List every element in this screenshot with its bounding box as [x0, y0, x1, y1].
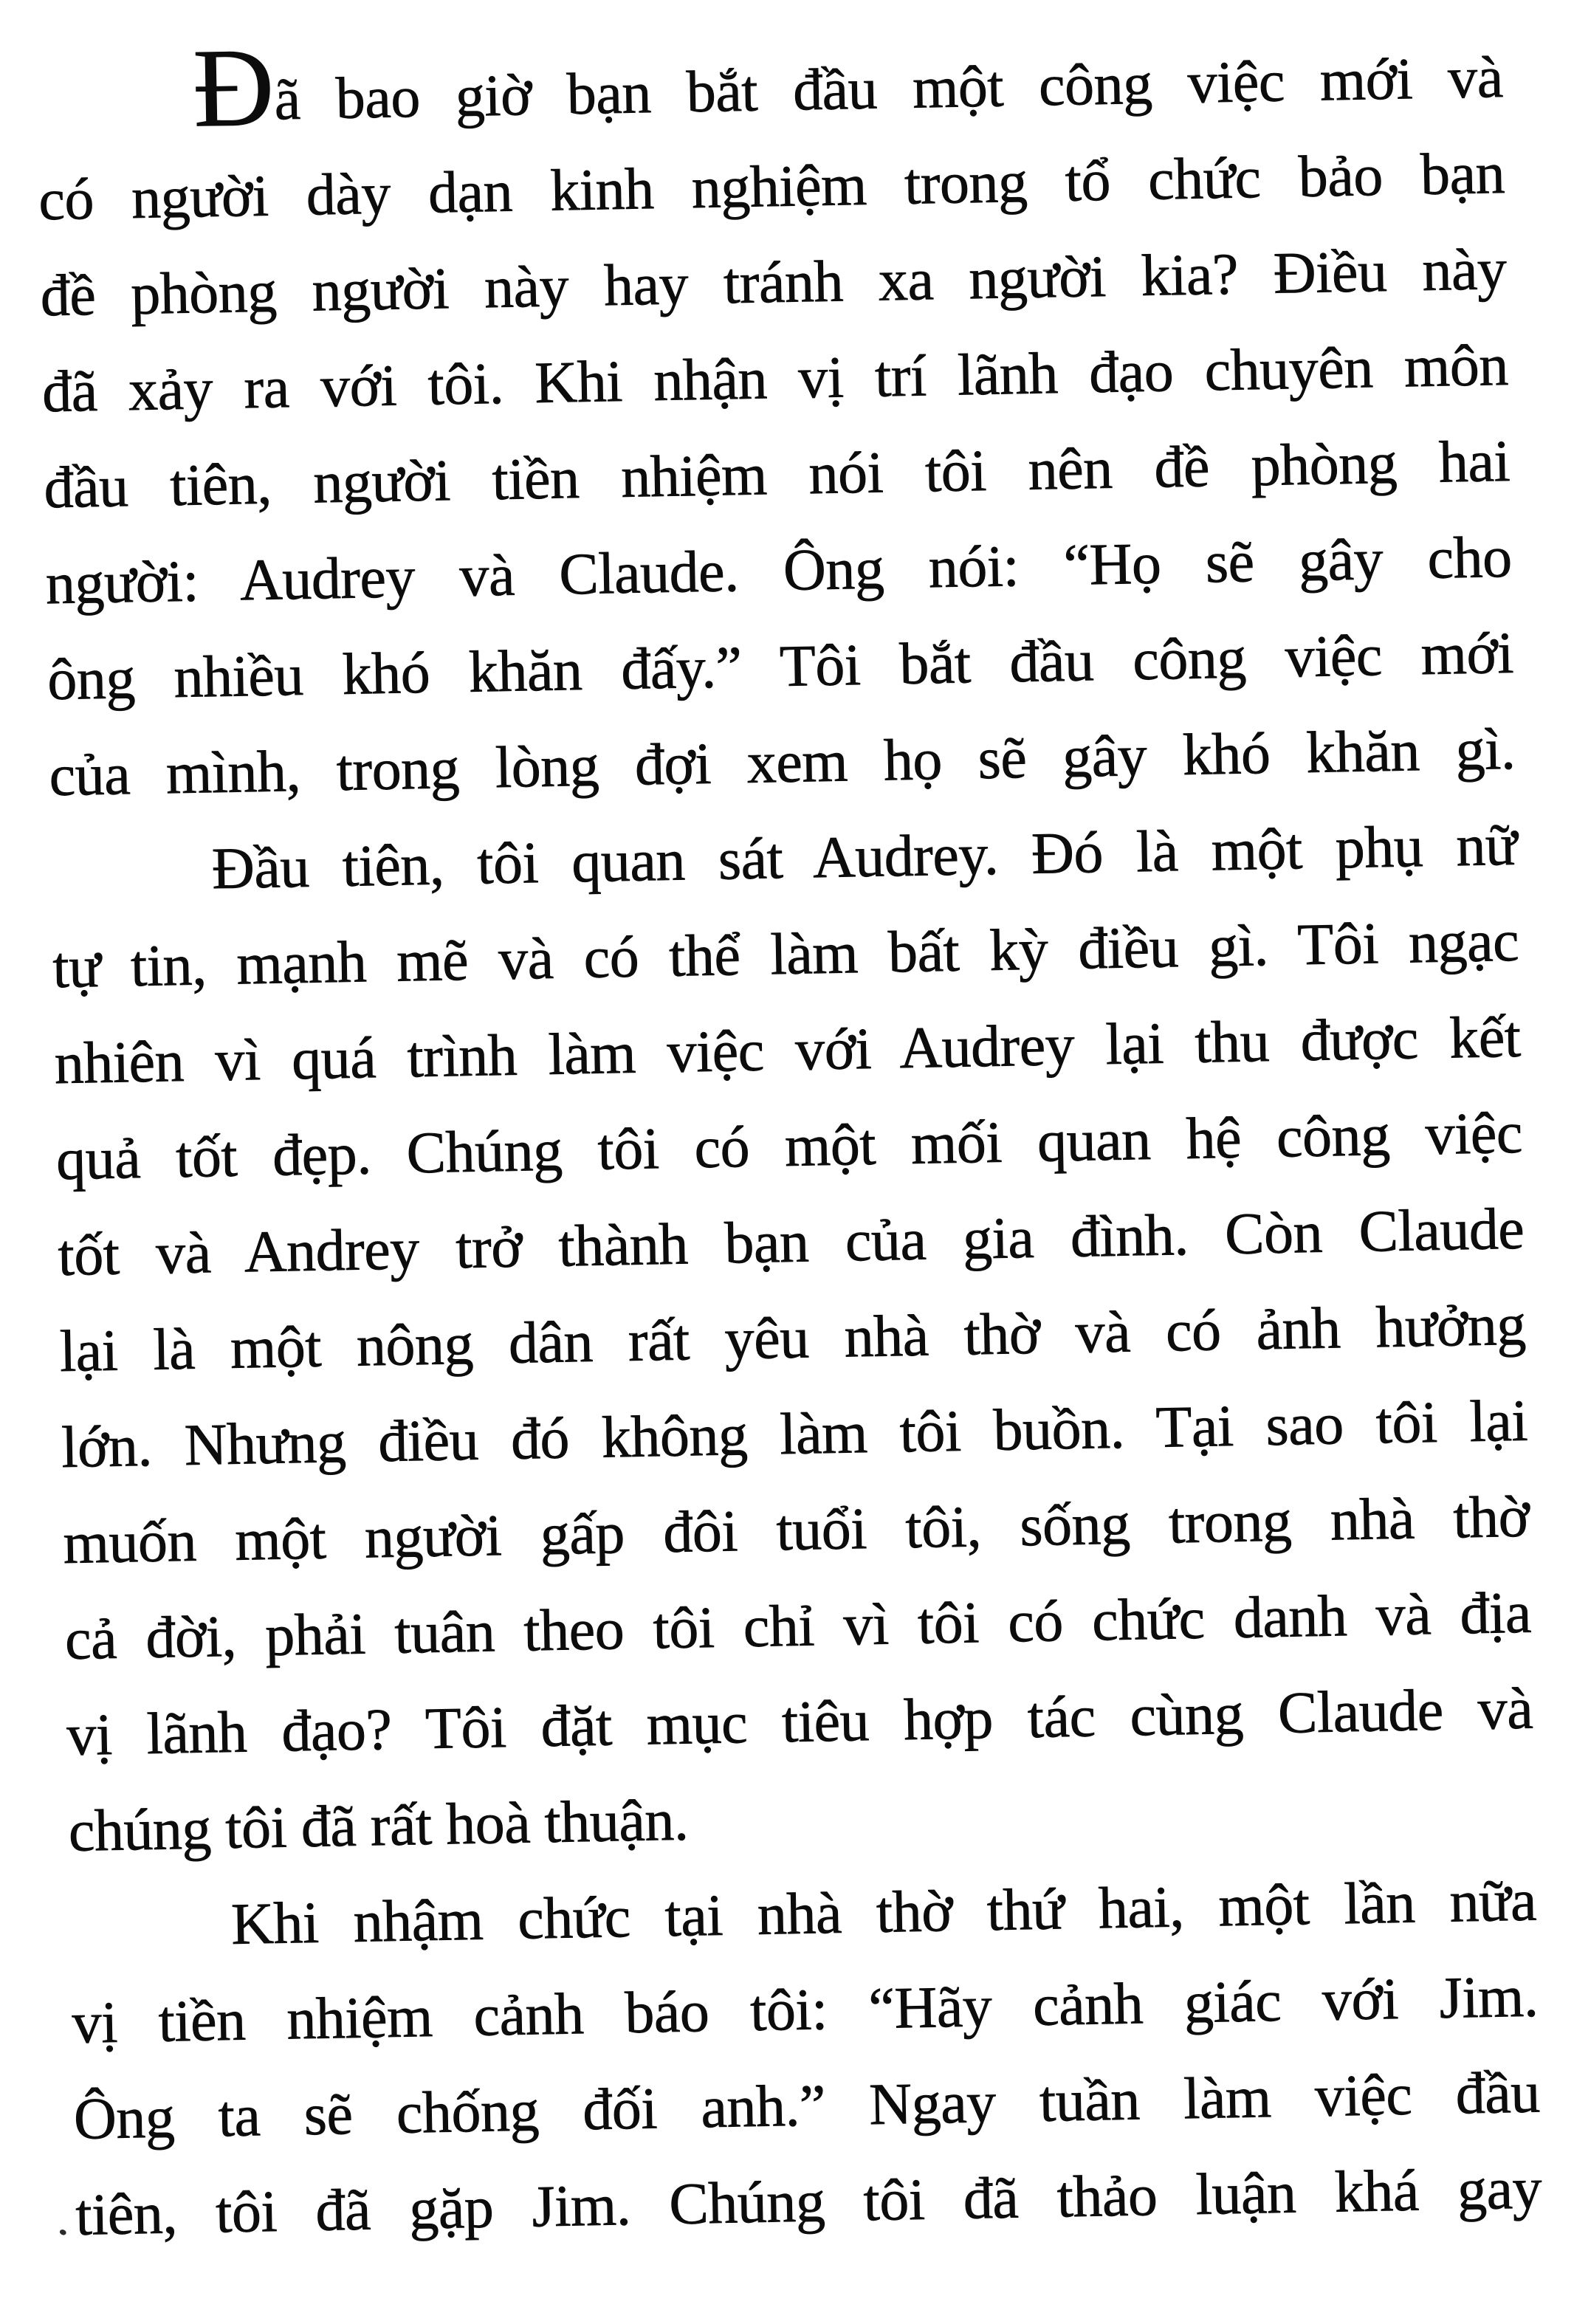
text-line: người: Audrey và Claude. Ông nói: “Họ sẽ gây cho — [45, 524, 1513, 617]
text-line: Khi nhậm chức tại nhà thờ thứ hai, một lần nữa — [230, 1868, 1537, 1958]
page-text-block — [36, 24, 1542, 2263]
text-line: cả đời, phải tuân theo tôi chỉ vì tôi có chức danh và địa — [64, 1580, 1532, 1673]
text-line: của mình, trong lòng đợi xem họ sẽ gây khó khăn gì. — [48, 716, 1516, 809]
text-line: tự tin, mạnh mẽ và có thể làm bất kỳ điều gì. Tôi ngạc — [52, 908, 1519, 1001]
text-line: quả tốt đẹp. Chúng tôi có một mối quan hệ công việc — [55, 1100, 1523, 1193]
text-line: nhiên vì quá trình làm việc với Audrey lại thu được kết — [53, 1004, 1522, 1097]
text-line: muốn một người gấp đôi tuổi tôi, sống trong nhà thờ — [62, 1484, 1530, 1577]
text-line: ông nhiều khó khăn đấy.” Tôi bắt đầu công việc mới — [47, 620, 1514, 713]
text-line: đã xảy ra với tôi. Khi nhận vị trí lãnh đạo chuyên môn — [41, 332, 1509, 425]
text-line: vị tiền nhiệm cảnh báo tôi: “Hãy cảnh giác với Jim. — [71, 1964, 1539, 2056]
text-line: lớn. Nhưng điều đó không làm tôi buồn. Tại sao tôi lại — [61, 1388, 1528, 1481]
text-line: lại là một nông dân rất yêu nhà thờ và có ảnh hưởng — [59, 1292, 1527, 1385]
text-line: có người dày dạn kinh nghiệm trong tổ chức bảo bạn — [38, 141, 1505, 233]
text-line: đề phòng người này hay tránh xa người kia? Điều này — [39, 237, 1508, 329]
drop-cap: Đ — [192, 24, 275, 151]
line-text: ã bao giờ bạn bắt đầu một công việc mới và — [273, 45, 1504, 133]
scan-artifact-dot — [59, 2229, 67, 2236]
paragraph — [69, 1853, 1542, 2263]
text-line: tốt và Andrey trở thành bạn của gia đình. Còn Claude — [57, 1196, 1525, 1289]
text-line: chúng tôi đã rất hoà thuận. — [68, 1787, 690, 1865]
paragraph — [36, 24, 1516, 824]
text-line: Đầu tiên, tôi quan sát Audrey. Đó là một phụ nữ — [211, 812, 1518, 902]
paragraph — [50, 797, 1536, 1880]
text-line: vị lãnh đạo? Tôi đặt mục tiêu hợp tác cùng Claude và — [66, 1676, 1533, 1769]
text-line: đầu tiên, người tiền nhiệm nói tôi nên đề phòng hai — [43, 428, 1511, 521]
text-line: Ông ta sẽ chống đối anh.” Ngay tuần làm việc đầu — [73, 2060, 1541, 2152]
text-line: tiên, tôi đã gặp Jim. Chúng tôi đã thảo luận khá gay — [75, 2156, 1542, 2248]
